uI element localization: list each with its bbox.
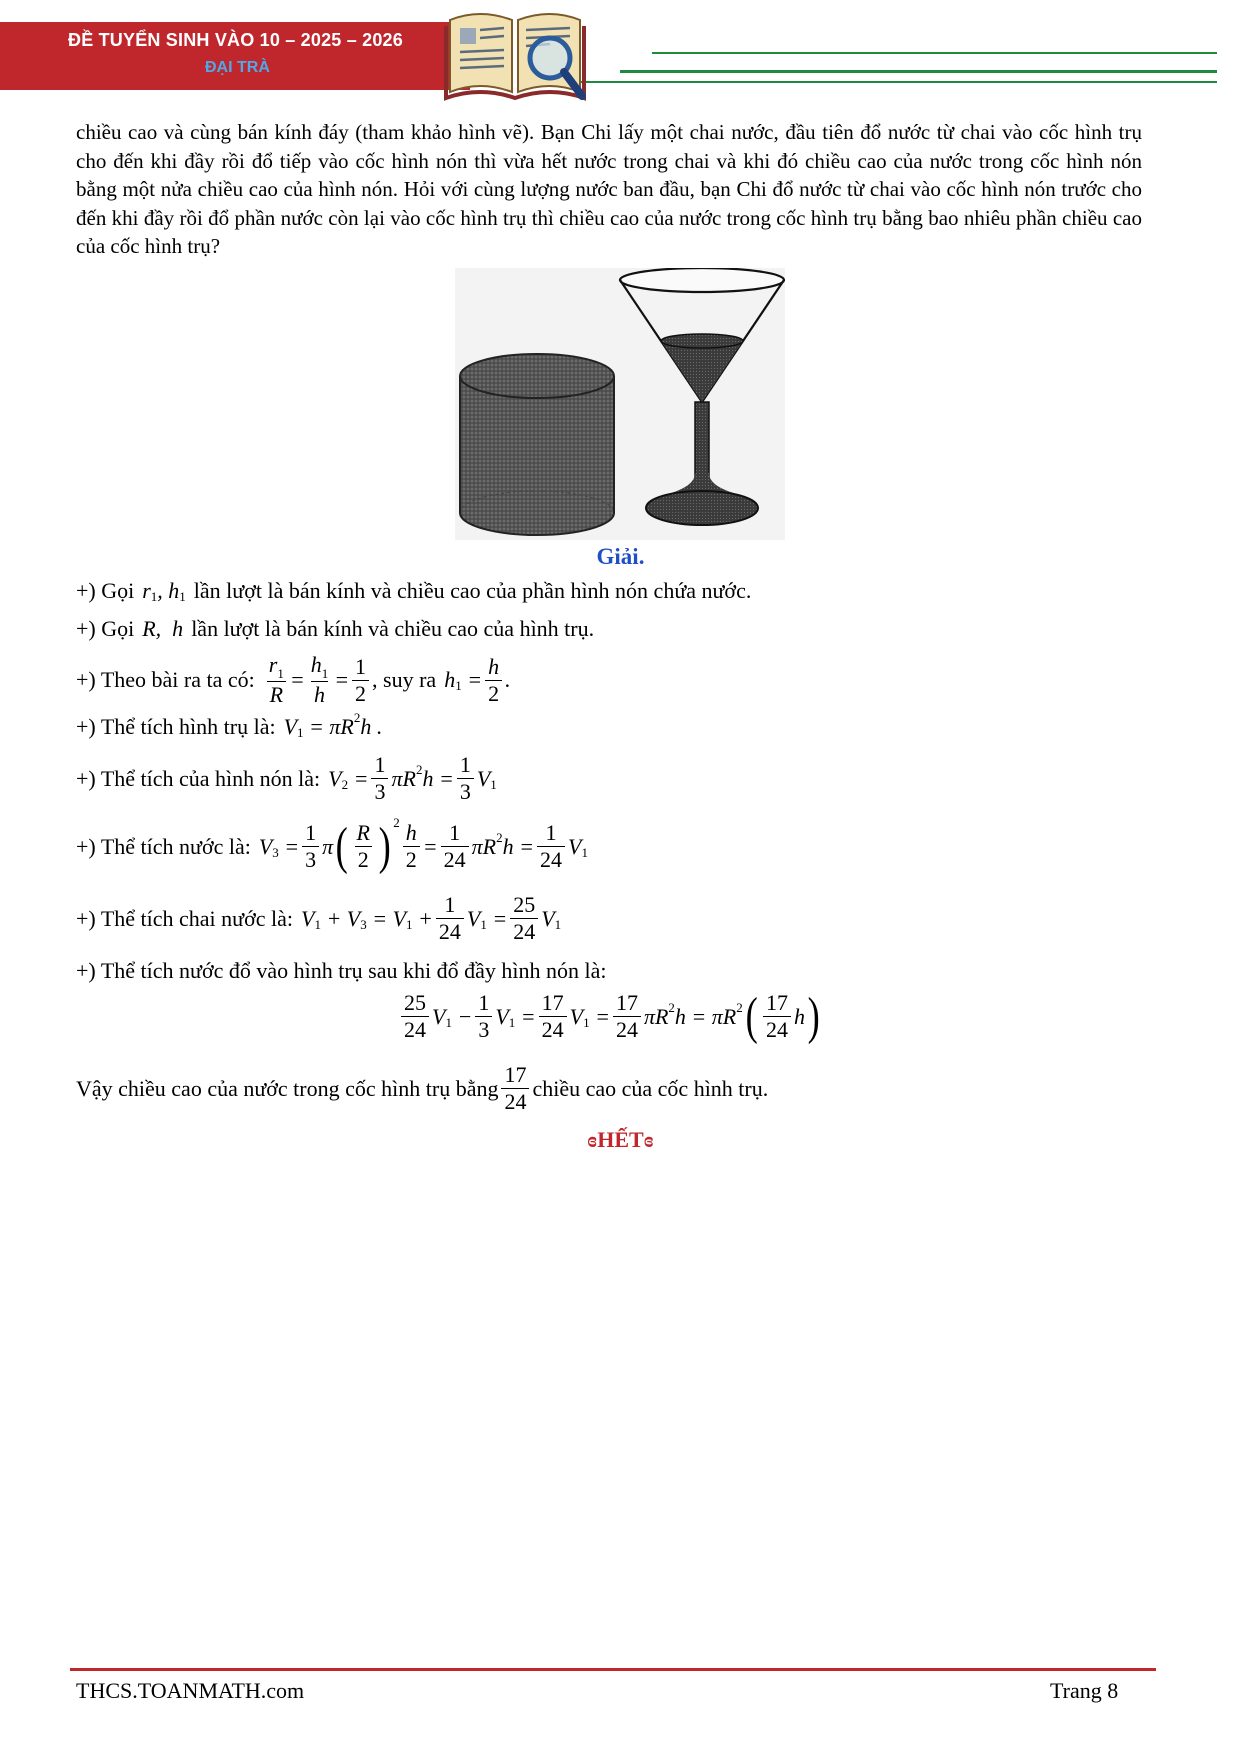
cylinder-cone-figure [455, 268, 785, 540]
line-text: +) Theo bài ra ta có: [76, 667, 255, 692]
formula: R, h [142, 616, 184, 641]
formula: h 1 = $\frac{h}{2}$ . [444, 653, 511, 706]
header-rule [620, 70, 1217, 73]
line-text: +) Thể tích nước đổ vào hình trụ sau khi đổ đầy hình nón là: [76, 958, 607, 983]
line-text: Vậy chiều cao của nước trong cốc hình trụ bằng [76, 1075, 499, 1101]
solution-line-9 [398, 987, 822, 1045]
line-text: lần lượt là bán kính và chiều cao của phần hình nón chứa nước. [193, 578, 752, 603]
formula: $\frac{17}{24}$ [498, 1062, 532, 1115]
solution-line-6 [76, 814, 588, 875]
solution-line-3 [76, 652, 511, 708]
formula: $\frac{25}{24}$ V 1 − $\frac{1}{3}$ V 1 = $\frac{17}{24}$ V 1 = $\frac{17}{24}$ πR 2 h = πR 2 ( $\frac{17}{24}$ h ) [398, 990, 822, 1043]
line-text: , suy ra [372, 667, 437, 692]
header-rule [560, 81, 1217, 83]
solution-line-2 [76, 616, 594, 642]
line-text: +) Thể tích chai nước là: [76, 905, 293, 931]
line-text: +) Gọi [76, 578, 135, 603]
formula: V 2 = $\frac{1}{3}$ πR 2 h = $\frac{1}{3}$ V 1 [328, 752, 497, 804]
end-mark: ɞHẾTɞ [587, 1127, 654, 1152]
header-rule [652, 52, 1217, 54]
footer-site: THCS.TOANMATH.com [76, 1678, 305, 1703]
problem-text: chiều cao và cùng bán kính đáy (tham khảo hình vẽ). Bạn Chi lấy một chai nước, đầu tiên đổ nước từ chai vào cốc hình trụ cho đến khi đầy rồi đổ tiếp vào cốc hình nón thì vừa hết nước trong chai và khi đó chiều cao của nước trong cốc hình nón bằng một nửa chiều cao của hình nón. Hỏi với cùng lượng nước ban đầu, bạn Chi đổ nước từ chai vào cốc hình nón trước cho đến khi đầy rồi đổ phần nước còn lại vào cốc hình trụ thì chiều cao của nước trong cốc hình trụ bằng bao nhiêu phần chiều cao của cốc hình trụ? [76, 120, 1142, 258]
footer-rule [70, 1668, 1156, 1671]
formula: r 1 , h 1 [142, 578, 186, 604]
line-text: +) Thể tích của hình nón là: [76, 765, 321, 791]
solution-line-7 [76, 892, 561, 945]
book-magnifier-icon [440, 0, 590, 104]
solution-line-1 [76, 578, 751, 604]
line-text: +) Thể tích hình trụ là: [76, 714, 276, 739]
line-text: +) Gọi [76, 616, 135, 641]
formula: V 1 + V 3 = V 1 + $\frac{1}{24}$ V 1 = $\frac{25}{24}$ V 1 [300, 892, 562, 944]
line-text: lần lượt là bán kính và chiều cao của hình trụ. [191, 616, 595, 641]
solution-title: Giải. [596, 544, 645, 569]
formula: $\frac{r_1}{R}$ = $\frac{h_1}{h}$ = $\frac{1}{2}$ [263, 652, 372, 708]
header-subtitle: ĐẠI TRÀ [205, 59, 270, 76]
solution-line-5 [76, 752, 497, 805]
solution-line-8 [76, 958, 606, 984]
conclusion-line [76, 1062, 768, 1115]
footer-page-number: Trang 8 [1050, 1678, 1119, 1703]
line-text: chiều cao của cốc hình trụ. [532, 1075, 769, 1101]
header-title: ĐỀ TUYỂN SINH VÀO 10 – 2025 – 2026 [68, 30, 403, 50]
solution-line-4 [76, 710, 383, 740]
formula: V 1 = πR 2 h . [283, 710, 383, 740]
formula: V 3 = $\frac{1}{3}$ π ( $\frac{R}{2}$ ) 2 $\frac{h}{2}$ = $\frac{1}{24}$ πR 2 h = $\frac{1}{24}$ V 1 [258, 814, 588, 875]
line-text: +) Thể tích nước là: [76, 833, 251, 859]
